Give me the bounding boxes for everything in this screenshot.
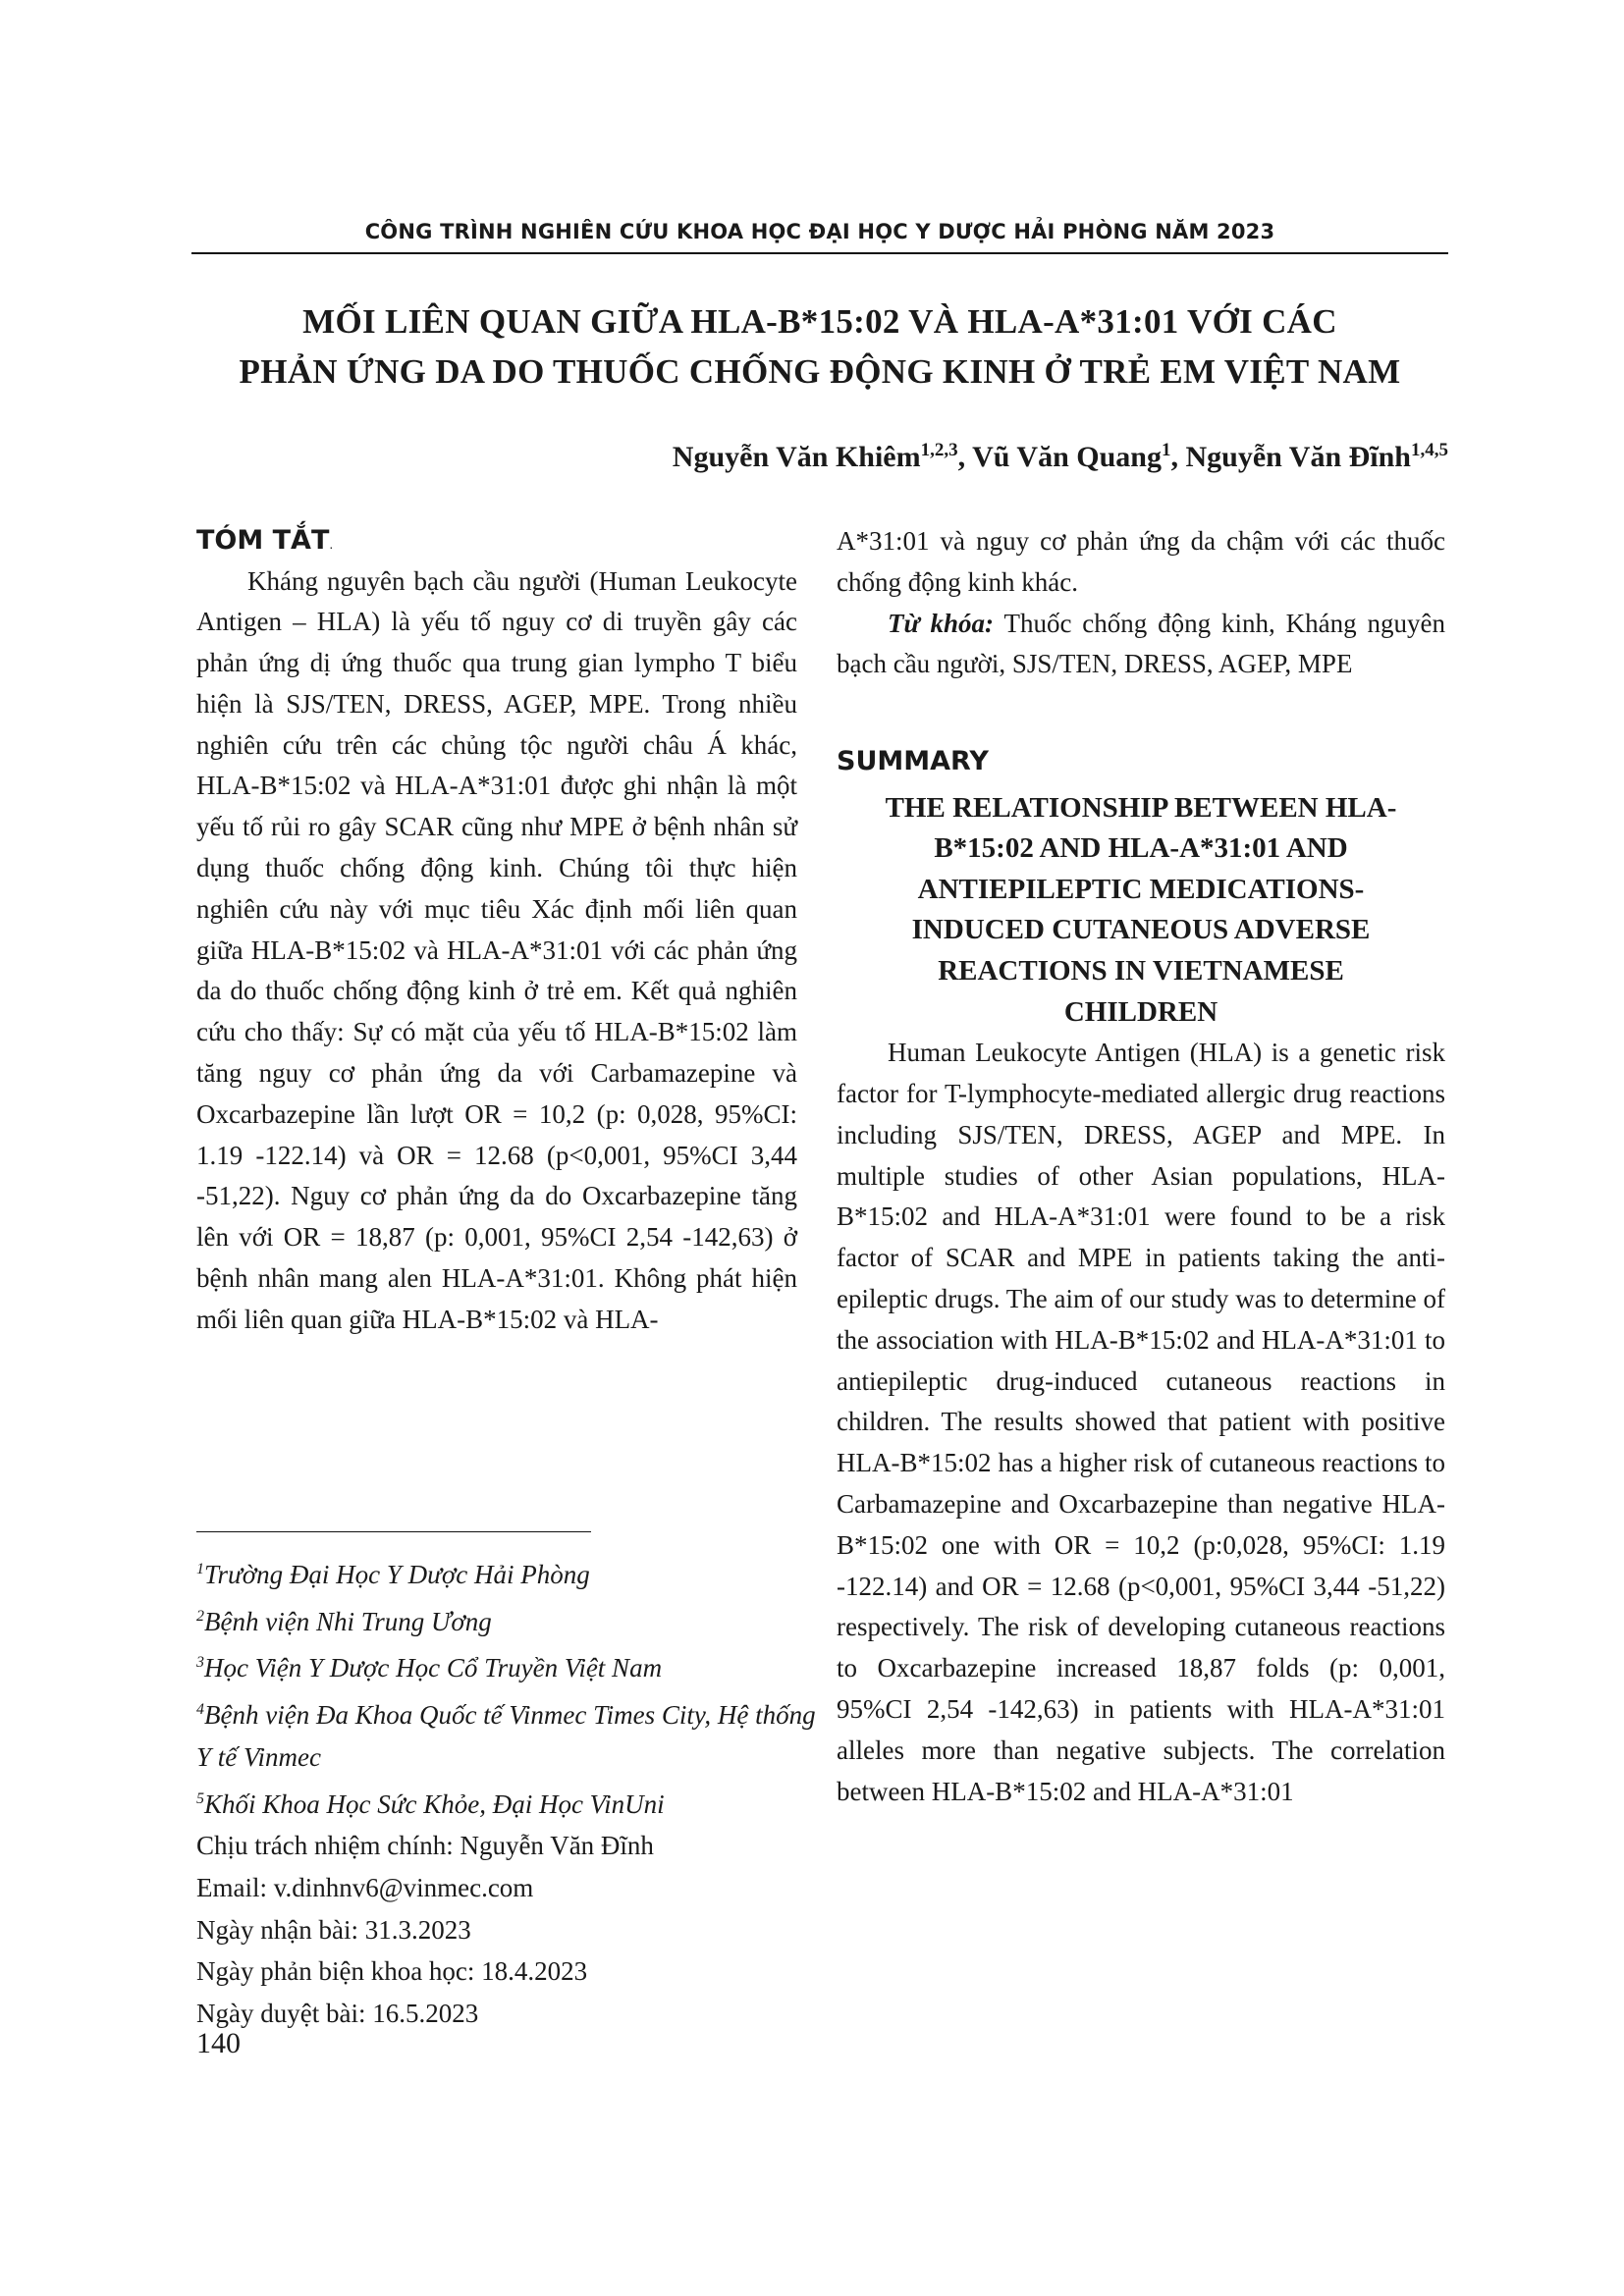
author-affiliation-marker: 1,4,5 [1411, 440, 1448, 460]
english-title-line: THE RELATIONSHIP BETWEEN HLA- [885, 791, 1397, 824]
author-affiliation-marker: 1 [1161, 440, 1171, 460]
author-name: Nguyễn Văn Đĩnh [1185, 441, 1411, 473]
author-2 [972, 441, 1185, 473]
affiliation-footnote [196, 1549, 825, 1596]
footnote-marker: 1 [196, 1561, 204, 1577]
keywords [837, 604, 1445, 686]
article-title [191, 296, 1448, 397]
article-title-line-2: PHẢN ỨNG DA DO THUỐC CHỐNG ĐỘNG KINH Ở TRẺ EM VIỆT NAM [239, 352, 1401, 392]
author-name: Vũ Văn Quang [972, 441, 1162, 473]
footnote-marker: 3 [196, 1654, 204, 1672]
affiliation-text: Bệnh viện Nhi Trung Ương [204, 1606, 492, 1636]
footnote-marker: 4 [196, 1701, 204, 1719]
author-list [550, 440, 1448, 474]
english-title-line: REACTIONS IN VIETNAMESE [938, 955, 1344, 988]
keywords-text: Thuốc chống động kinh, Kháng nguyên bạch cầu người, SJS/TEN, DRESS, AGEP, MPE [837, 608, 1445, 679]
affiliation-text: Học Viện Y Dược Học Cổ Truyền Việt Nam [204, 1653, 663, 1683]
english-title-line: INDUCED CUTANEOUS ADVERSE [911, 914, 1371, 946]
header-rule [191, 252, 1448, 254]
keywords-label: Từ khóa: [888, 608, 995, 638]
affiliation-footnote [196, 1779, 825, 1826]
english-title [837, 788, 1445, 1034]
affiliation-text: Khối Khoa Học Sức Khỏe, Đại Học VinUni [204, 1789, 665, 1819]
author-3 [1185, 441, 1448, 473]
footnotes [196, 1549, 825, 2035]
corresponding-author: Chịu trách nhiệm chính: Nguyễn Văn Đĩnh [196, 1831, 654, 1861]
date-reviewed: Ngày phản biện khoa học: 18.4.2023 [196, 1956, 588, 1987]
email-line: Email: v.dinhnv6@vinmec.com [196, 1872, 534, 1902]
summary-body: Human Leukocyte Antigen (HLA) is a genetic risk factor for T-lymphocyte-mediated allergic drug reactions including SJS/TEN, DRESS, AGEP and MPE. In multiple studies of other Asian populations, HLA-B*15:02 and HLA-A*31:01 were found to be a risk factor of SCAR and MPE in patients taking the anti-epileptic drugs. The aim of our study was to determine of the association with HLA-B*15:02 and HLA-A*31:01 to antiepileptic drug-induced cutaneous reactions in children. The results showed that patient with positive HLA-B*15:02 has a higher risk of cutaneous reactions to Carbamazepine and Oxcarbazepine than negative HLA-B*15:02 one with OR = 10,2 (p:0,028, 95%CI: 1.19 -122.14) and OR = 12.68 (p<0,001, 95%CI 3,44 -51,22) respectively. The risk of developing cutaneous reactions to Oxcarbazepine increased 18,87 folds (p: 0,001, 95%CI 2,54 -142,63) in patients with HLA-A*31:01 alleles more than negative subjects. The correlation between HLA-B*15:02 and HLA-A*31:01 [837, 1038, 1445, 1806]
english-title-line: CHILDREN [1063, 995, 1218, 1028]
abstract-vi-heading-text: TÓM TẮT [196, 525, 330, 556]
abstract-vi-body: Kháng nguyên bạch cầu người (Human Leukocyte Antigen – HLA) là yếu tố nguy cơ di truyền gây các phản ứng dị ứng thuốc qua trung gian lympho T biểu hiện là SJS/TEN, DRESS, AGEP, MPE. Trong nhiều nghiên cứu trên các chủng tộc người châu Á khác, HLA-B*15:02 và HLA-A*31:01 được ghi nhận là một yếu tố rủi ro gây SCAR cũng như MPE ở bệnh nhân sử dụng thuốc chống động kinh. Chúng tôi thực hiện nghiên cứu này với mục tiêu Xác định mối liên quan giữa HLA-B*15:02 và HLA-A*31:01 với các phản ứng da do thuốc chống động kinh ở trẻ em. Kết quả nghiên cứu cho thấy: Sự có mặt của yếu tố HLA-B*15:02 làm tăng nguy cơ phản ứng da với Carbamazepine và Oxcarbazepine lần lượt OR = 10,2 (p: 0,028, 95%CI: 1.19 -122.14) và OR = 12.68 (p<0,001, 95%CI 3,44 -51,22). Nguy cơ phản ứng da do Oxcarbazepine tăng lên với OR = 18,87 (p: 0,001, 95%CI 2,54 -142,63) ở bệnh nhân mang alen HLA-A*31:01. Không phát hiện mối liên quan giữa HLA-B*15:02 và HLA- [196, 565, 797, 1334]
author-affiliation-marker: 1,2,3 [920, 440, 958, 460]
article-title-line-1: MỐI LIÊN QUAN GIỮA HLA-B*15:02 VÀ HLA-A*31:01 VỚI CÁC [302, 302, 1337, 341]
footnote-marker: 5 [196, 1789, 204, 1807]
abstract-vi-heading-mark: . [329, 538, 334, 552]
affiliation-footnote [196, 1642, 825, 1689]
date-received: Ngày nhận bài: 31.3.2023 [196, 1914, 471, 1945]
author-separator: , [1170, 441, 1186, 473]
footnote-marker: 2 [196, 1607, 204, 1625]
affiliation-text: Trường Đại Học Y Dược Hải Phòng [204, 1560, 590, 1589]
affiliation-footnote [196, 1596, 825, 1643]
footnote-rule [196, 1531, 591, 1532]
running-header: CÔNG TRÌNH NGHIÊN CỨU KHOA HỌC ĐẠI HỌC Y DƯỢC HẢI PHÒNG NĂM 2023 [364, 220, 1275, 243]
affiliation-footnote [196, 1689, 825, 1778]
author-separator: , [957, 441, 973, 473]
date-accepted: Ngày duyệt bài: 16.5.2023 [196, 1999, 479, 2029]
english-title-line: ANTIEPILEPTIC MEDICATIONS- [917, 873, 1365, 905]
affiliation-text: Bệnh viện Đa Khoa Quốc tế Vinmec Times City, Hệ thống Y tế Vinmec [196, 1700, 816, 1772]
page-number: 140 [196, 2027, 241, 2059]
left-column [196, 521, 797, 1341]
author-1 [673, 441, 972, 473]
author-name: Nguyễn Văn Khiêm [672, 441, 921, 473]
abstract-vi-heading [196, 521, 797, 561]
summary-heading: SUMMARY [837, 746, 989, 777]
english-title-line: B*15:02 AND HLA-A*31:01 AND [934, 832, 1348, 865]
right-column [837, 521, 1445, 1812]
abstract-vi-body-continued: A*31:01 và nguy cơ phản ứng da chậm với các thuốc chống động kinh khác. [837, 526, 1445, 597]
